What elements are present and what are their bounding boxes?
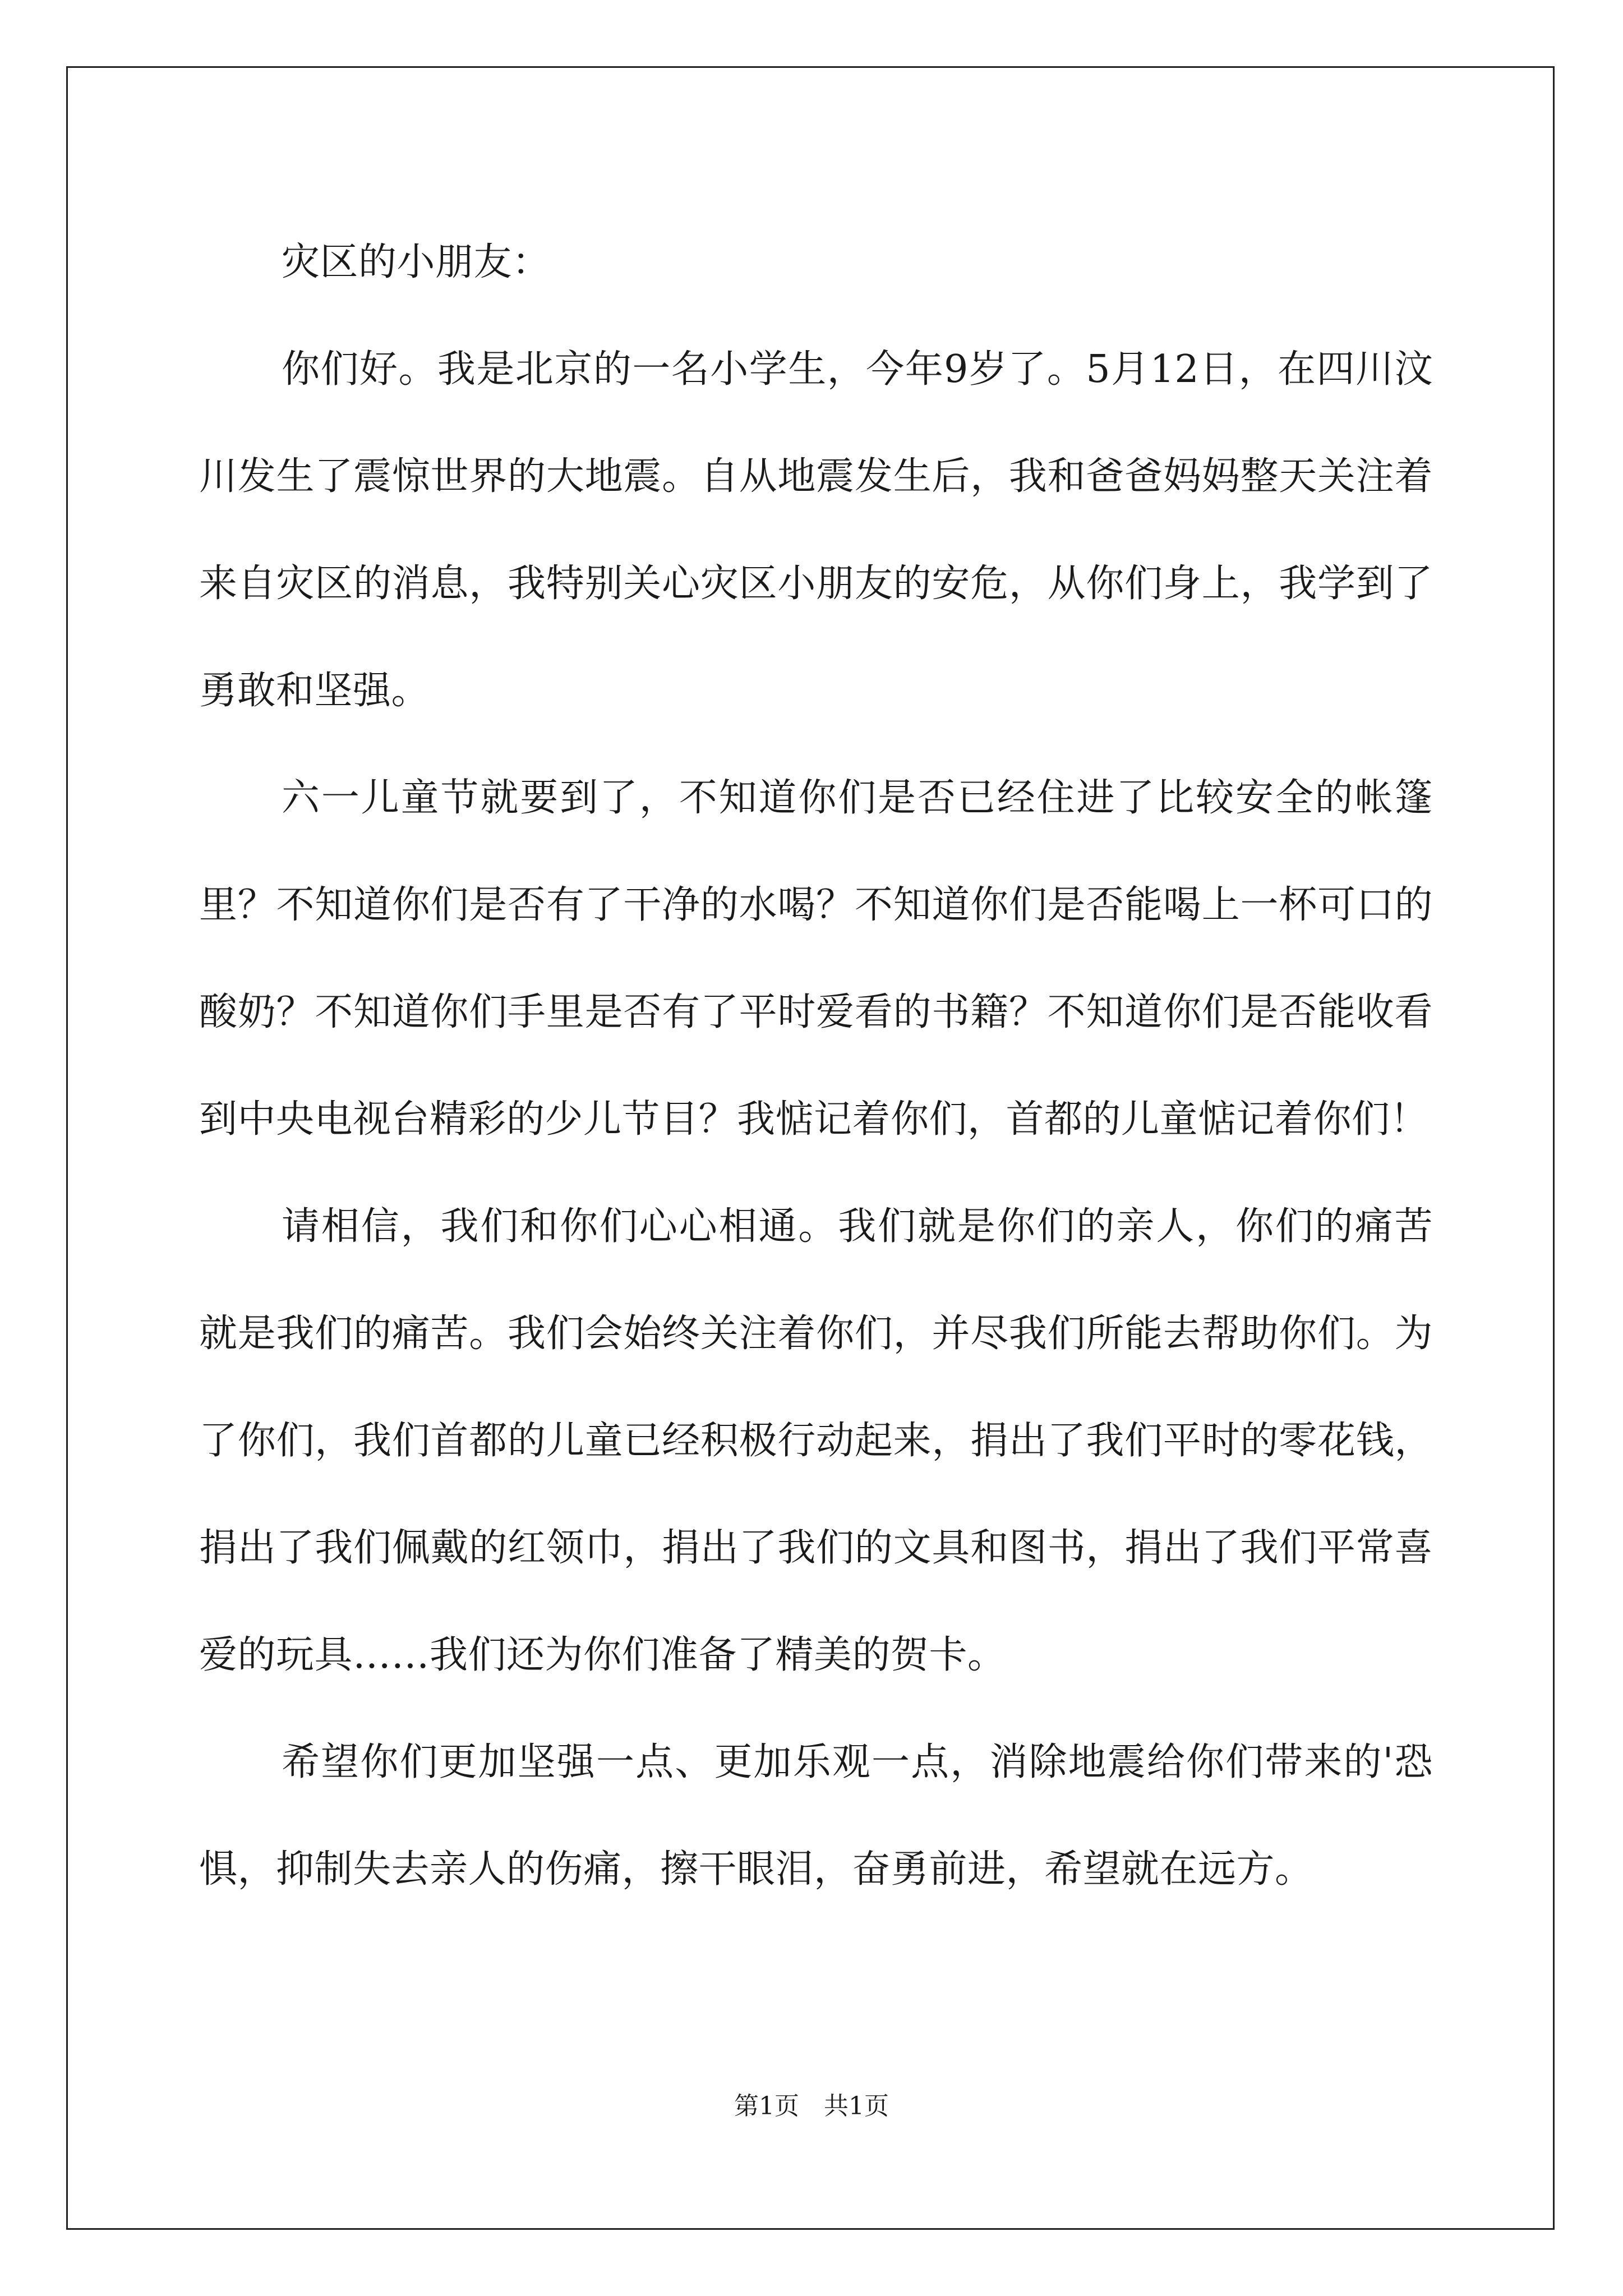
- paragraph-1: 你们好。我是北京的一名小学生，今年9岁了。5月12日，在四川汶川发生了震惊世界的大地震。自从地震发生后，我和爸爸妈妈整天关注着来自灾区的消息，我特别关心灾区小朋友的安危，从你们身上，我学到了勇敢和坚强。: [199, 347, 1433, 713]
- paragraph-2: 六一儿童节就要到了，不知道你们是否已经住进了比较安全的帐篷里？不知道你们是否有了干净的水喝？不知道你们是否能喝上一杯可口的酸奶？不知道你们手里是否有了平时爱看的书籍？不知道你们是否能收看到中央电视台精彩的少儿节目？我惦记着你们，首都的儿童惦记着你们！: [199, 776, 1433, 1142]
- page-number: 第1页: [734, 2092, 799, 2120]
- paragraph-4: 希望你们更加坚强一点、更加乐观一点，消除地震给你们带来的'恐惧，抑制失去亲人的伤痛，擦干眼泪，奋勇前进，希望就在远方。: [199, 1740, 1433, 1892]
- letter-greeting: 灾区的小朋友：: [282, 240, 551, 284]
- paragraph-3: 请相信，我们和你们心心相通。我们就是你们的亲人，你们的痛苦就是我们的痛苦。我们会始终关注着你们，并尽我们所能去帮助你们。为了你们，我们首都的儿童已经积极行动起来，捐出了我们平时的零花钱，捐出了我们佩戴的红领巾，捐出了我们的文具和图书，捐出了我们平常喜爱的玩具……我们还为你们准备了精美的贺卡。: [199, 1204, 1433, 1677]
- page-footer: [0, 2086, 1623, 2122]
- page-total: 共1页: [824, 2092, 889, 2120]
- letter-body: [199, 209, 1433, 1923]
